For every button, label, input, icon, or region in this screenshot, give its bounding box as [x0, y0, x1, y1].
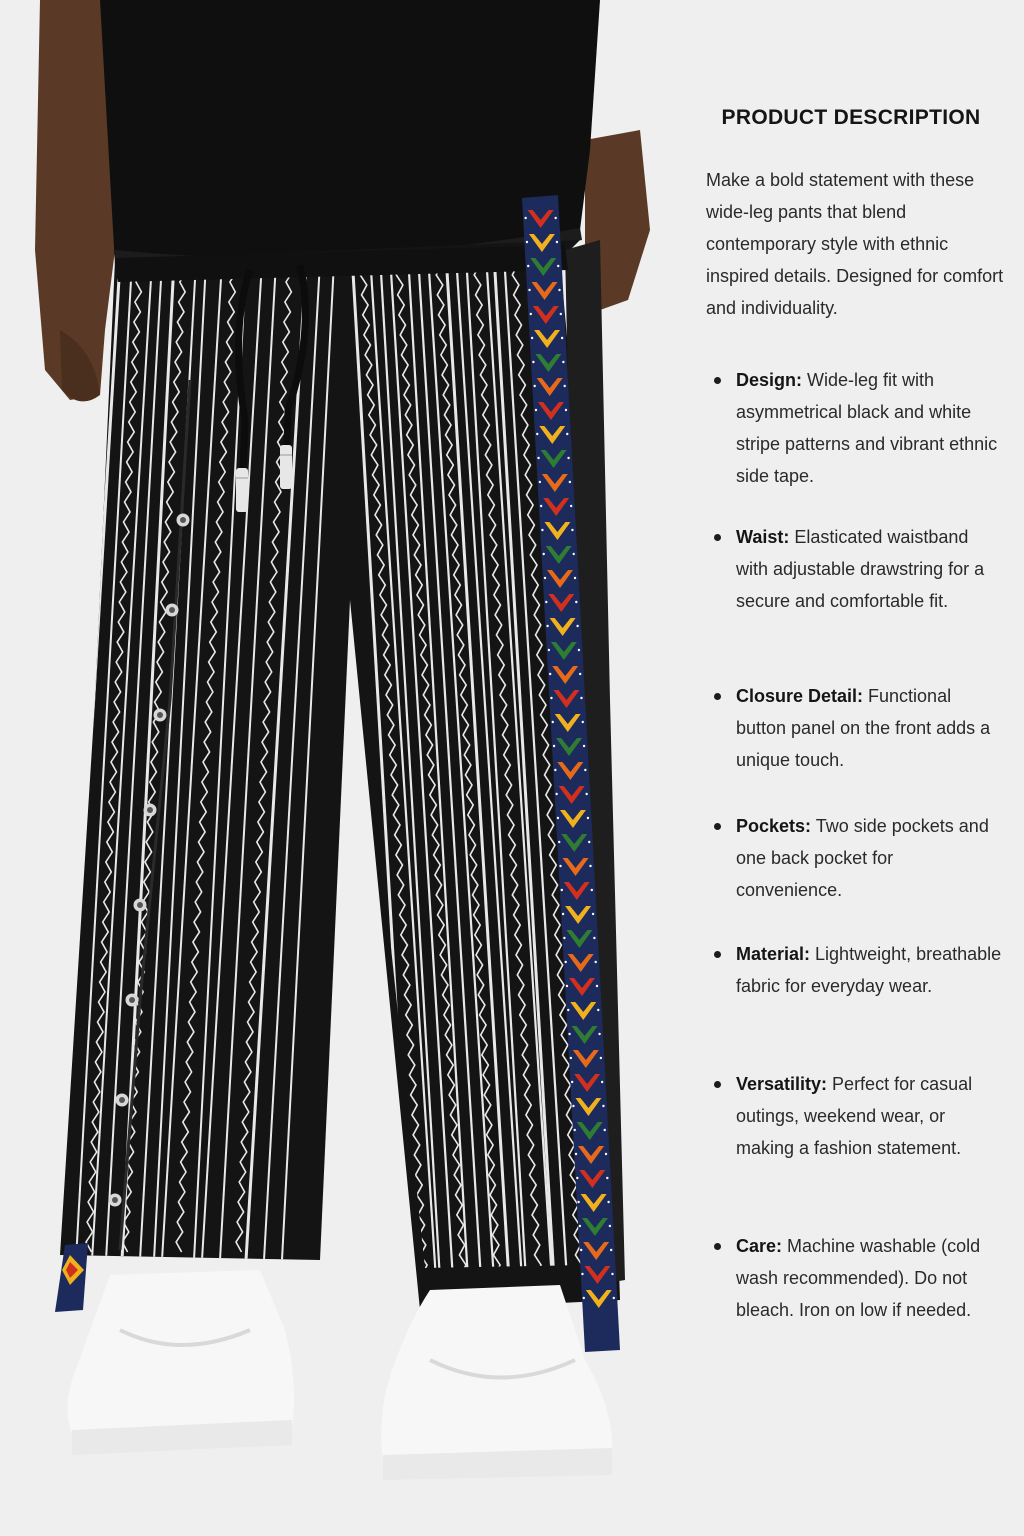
- feature-label: Material:: [736, 944, 811, 964]
- feature-label: Versatility:: [736, 1074, 828, 1094]
- feature-label: Closure Detail:: [736, 686, 864, 706]
- feature-closure-detail: [736, 680, 1004, 776]
- feature-text: Machine washable (cold wash recommended). Do not bleach. Iron on low if needed.: [736, 1236, 981, 1320]
- feature-waist: [736, 521, 1004, 617]
- striped-wide-leg-pants: [55, 195, 625, 1352]
- bullet-icon: [714, 377, 721, 384]
- feature-versatility: [736, 1068, 1004, 1164]
- feature-care: [736, 1230, 1004, 1326]
- feature-label: Design:: [736, 370, 803, 390]
- bullet-icon: [714, 1243, 721, 1250]
- description-heading: PRODUCT DESCRIPTION: [721, 106, 981, 129]
- bullet-icon: [714, 1081, 721, 1088]
- feature-label: Pockets:: [736, 816, 812, 836]
- bullet-icon: [714, 693, 721, 700]
- feature-label: Care:: [736, 1236, 783, 1256]
- bullet-icon: [714, 534, 721, 541]
- feature-label: Waist:: [736, 527, 790, 547]
- feature-text: Functional button panel on the front adds a unique touch.: [736, 686, 991, 770]
- feature-text: Wide-leg fit with asymmetrical black and white stripe patterns and vibrant ethnic side tape.: [736, 370, 998, 486]
- feature-material: [736, 938, 1004, 1002]
- white-sneakers: [68, 1270, 613, 1480]
- feature-pockets: [736, 810, 1004, 906]
- left-arm: [35, 0, 115, 400]
- feature-text: Perfect for casual outings, weekend wear, or making a fashion statement.: [736, 1074, 973, 1158]
- description-intro: Make a bold statement with these wide-leg pants that blend contemporary style with ethnic inspired details. Designed for comfort and individuality.: [706, 170, 1004, 318]
- feature-text: Lightweight, breathable fabric for everyday wear.: [736, 944, 1002, 996]
- feature-text: Two side pockets and one back pocket for convenience.: [736, 816, 989, 900]
- bullet-icon: [714, 951, 721, 958]
- feature-design: [736, 364, 1004, 492]
- feature-text: Elasticated waistband with adjustable drawstring for a secure and comfortable fit.: [736, 527, 985, 611]
- product-description: [706, 106, 1006, 1320]
- bullet-icon: [714, 823, 721, 830]
